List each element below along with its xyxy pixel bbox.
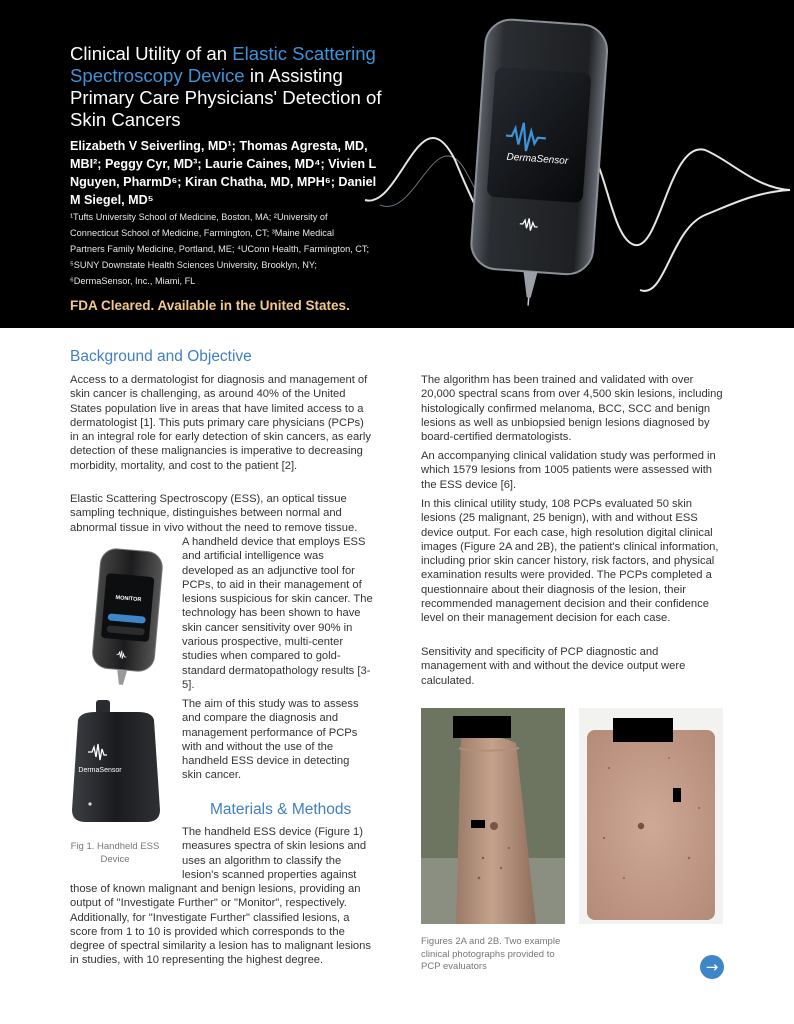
- affiliations: ¹Tufts University School of Medicine, Boston, MA; ²University of Connecticut School of Medicine, Farmington, CT; ³Maine Medical Partners Family Medicine, Portland, ME; ⁴UConn Health, Farmington, CT; ⁵SUNY Downstate Health Sciences University, Brooklyn, NY; ⁶DermaSensor, Inc., Miami, FL: [70, 212, 370, 286]
- device-screen-brand: DermaSensor: [506, 151, 569, 167]
- fig1-caption: Fig 1. Handheld ESS Device: [70, 841, 160, 865]
- background-paragraph-3: A handheld device that employs ESS and artificial intelligence was developed as an adjunctive tool for PCPs, to aid in their management of lesions suspicious for skin cancer. The technology has been shown to have skin cancer sensitivity over 90% in various prospective, multi-center studies when compared to gold-standard dermatopathology results [3-5].: [182, 536, 373, 691]
- methods-paragraph-1-cont: those of known malignant and benign lesions, providing an output of "Investigate Further" or "Monitor", respectively. Additionally, for "Investigate Further" classified lesions, a score from 1 to 10 is provided which corresponds to the degree of spectral similarity a lesion has to malignant lesions in studies, with 10 representing the highest degree.: [70, 883, 371, 967]
- fda-clearance-note: FDA Cleared. Available in the United States.: [70, 298, 350, 313]
- author-list: Elizabeth V Seiverling, MD¹; Thomas Agresta, MD, MBI²; Peggy Cyr, MD³; Laurie Caines, MD⁴; Vivien L Nguyen, PharmD⁶; Kiran Chatha, MD, MPH⁶; Daniel M Siegel, MD⁵: [70, 139, 377, 207]
- fig2-caption: Figures 2A and 2B. Two example clinical photographs provided to PCP evaluators: [421, 936, 561, 972]
- device-screen-status: MONITOR: [115, 594, 142, 604]
- background-heading: Background and Objective: [70, 348, 252, 365]
- handheld-device-image: [86, 545, 168, 695]
- page-title: Clinical Utility of an Elastic Scattering Spectroscopy Device in Assisting Primary Care Physicians' Detection of Skin Cancers: [70, 43, 382, 130]
- next-page-button[interactable]: →: [700, 955, 724, 979]
- background-paragraph-4: The aim of this study was to assess and compare the diagnosis and management performance of PCPs with and without the use of the handheld ESS device in detecting skin cancer.: [182, 698, 359, 782]
- outcome-paragraph: Sensitivity and specificity of PCP diagnostic and management with and without the device output were calculated.: [421, 646, 686, 687]
- header-banner: [0, 0, 794, 328]
- validation-paragraph: An accompanying clinical validation study was performed in which 1579 lesions from 1005 patients were assessed with the ESS device [6].: [421, 450, 716, 491]
- study-paragraph: In this clinical utility study, 108 PCPs evaluated 50 skin lesions (25 malignant, 25 benign), with and without ESS device output. For each case, high resolution digital clinical images (Figure 2A and 2B), the patient's clinical information, including prior skin cancer history, risk factors, and physical examination results were provided. The PCPs completed a questionnaire about their diagnosis of the lesion, their recommended management decision and their confidence level on their management decision for each case.: [421, 498, 719, 625]
- algorithm-paragraph: The algorithm has been trained and validated with over 20,000 spectral scans from over 4,500 skin lesions, including histologically confirmed melanoma, BCC, SCC and benign lesions as well as unbiopsied benign lesions diagnosed by board-certified dermatologists.: [421, 374, 723, 444]
- clinical-photo-2a: [421, 708, 565, 924]
- charging-base-image: [66, 700, 166, 828]
- base-brand-text: DermaSensor: [78, 767, 122, 774]
- methods-heading: Materials & Methods: [210, 801, 352, 818]
- background-paragraph-2: Elastic Scattering Spectroscopy (ESS), an optical tissue sampling technique, distinguishes between normal and abnormal tissue in vivo without the need to remove tissue.: [70, 493, 358, 534]
- background-paragraph-1: Access to a dermatologist for diagnosis and management of skin cancer is challenging, as around 40% of the United States population live in areas that have limited access to a dermatologist [1]. This puts primary care physicians (PCPs) in an integral role for early detection of skin cancers, as early detection of these malignancies is imperative to decreasing morbidity, mortality, and cost to the patient [2].: [70, 374, 371, 472]
- device-hero-image: [360, 0, 794, 328]
- methods-paragraph-1-wrap: The handheld ESS device (Figure 1) measures spectra of skin lesions and uses an algorithm to classify the lesion's scanned properties against: [182, 826, 367, 881]
- clinical-photo-2b: [579, 708, 723, 924]
